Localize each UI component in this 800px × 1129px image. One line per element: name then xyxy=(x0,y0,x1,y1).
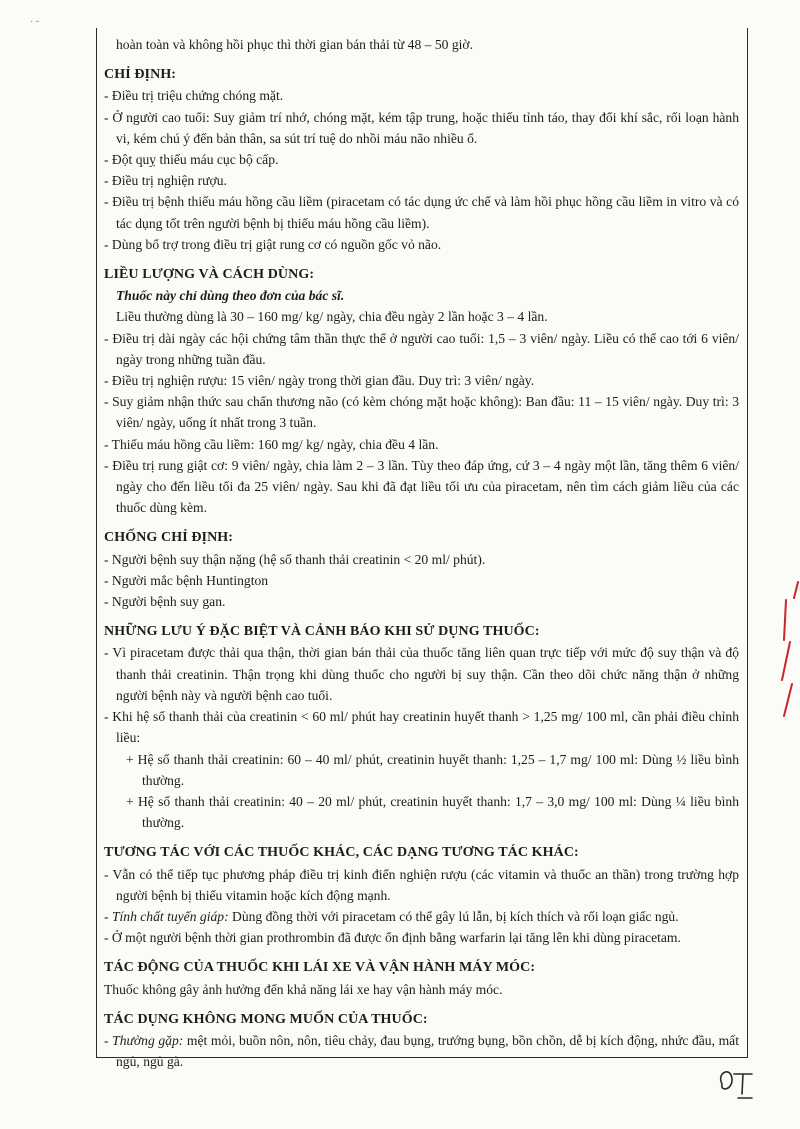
chong-chi-dinh-heading: CHỐNG CHỈ ĐỊNH: xyxy=(104,530,234,546)
document-page xyxy=(96,28,748,1070)
interaction-item: - Vẫn có thể tiếp tục phương pháp điều trị kinh điển nghiện rượu (các vitamin và thuốc an thần) trong trường hợp người bệnh bị thiếu vitamin hoặc kích động mạnh. xyxy=(104,866,739,903)
interaction-text: Dùng đồng thời với piracetam có thể gây lú lẫn, bị kích thích và rối loạn giấc ngủ. xyxy=(228,908,679,924)
contraindication-item: - Người bệnh suy thận nặng (hệ số thanh thải creatinin < 20 ml/ phút). xyxy=(104,551,486,567)
chi-dinh-item: - Điều trị bệnh thiếu máu hồng cầu liềm (piracetam có tác dụng ức chế và làm hồi phục hồng cầu liềm in vitro và có tác dụng tốt trên người bệnh bị thiếu máu hồng cầu liềm). xyxy=(104,194,739,231)
driving-text: Thuốc không gây ảnh hưởng đến khả năng lái xe hay vận hành máy móc. xyxy=(104,981,503,997)
warning-subitem: + Hệ số thanh thải creatinin: 60 – 40 ml/ phút, creatinin huyết thanh: 1,25 – 1,7 mg/ 100 ml: Dùng ½ liều bình thường. xyxy=(126,751,739,788)
dose-item: - Điều trị dài ngày các hội chứng tâm thần thực thể ở người cao tuổi: 1,5 – 3 viên/ ngày. Liều có thể cao tới 6 viên/ ngày trong những tuần đầu. xyxy=(104,330,739,367)
tac-dong-heading: TÁC ĐỘNG CỦA THUỐC KHI LÁI XE VÀ VẬN HÀNH MÁY MÓC: xyxy=(104,960,536,976)
red-stamp-mark xyxy=(780,580,800,720)
chi-dinh-item: - Điều trị nghiện rượu. xyxy=(104,173,227,189)
dose-item: - Suy giảm nhận thức sau chấn thương não (có kèm chóng mặt hoặc không): Ban đầu: 11 – 15 viên/ ngày. Duy trì: 3 viên/ ngày, uống ít nhất trong 3 tuần. xyxy=(104,394,739,431)
contraindication-item: - Người mắc bệnh Huntington xyxy=(104,572,269,588)
chi-dinh-item: - Đột quỵ thiếu máu cục bộ cấp. xyxy=(104,152,279,168)
dose-item: - Điều trị nghiện rượu: 15 viên/ ngày trong thời gian đầu. Duy trì: 3 viên/ ngày. xyxy=(104,373,535,389)
lieu-luong-heading: LIỀU LƯỢNG VÀ CÁCH DÙNG: xyxy=(104,267,315,283)
chi-dinh-item: - Dùng bổ trợ trong điều trị giật rung cơ có nguồn gốc vỏ não. xyxy=(104,236,442,252)
side-effects-text: mệt mỏi, buồn nôn, nôn, tiêu chảy, đau bụng, trướng bụng, bồn chồn, dễ bị kích động, nhức đầu, mất ngủ, ngủ gà. xyxy=(116,1032,739,1070)
chi-dinh-item: - Điều trị triệu chứng chóng mặt. xyxy=(104,88,284,104)
side-effects-heading: TÁC DỤNG KHÔNG MONG MUỐN CỦA THUỐC: xyxy=(104,1011,428,1027)
chi-dinh-heading: CHỈ ĐỊNH: xyxy=(104,67,177,83)
contraindication-item: - Người bệnh suy gan. xyxy=(104,594,226,610)
side-effects-item: - Thường gặp: mệt mỏi, buồn nôn, nôn, tiêu chảy, đau bụng, trướng bụng, bồn chồn, dễ bị kích động, nhức đầu, mất ngủ, ngủ gà. xyxy=(104,1032,739,1070)
interaction-label: Tính chất tuyến giáp: xyxy=(111,908,229,924)
dose-item: - Điều trị rung giật cơ: 9 viên/ ngày, chia làm 2 – 3 lần. Tùy theo đáp ứng, cứ 3 – 4 ngày một lần, tăng thêm 6 viên/ ngày cho đến liều tối đa 25 viên/ ngày. Sau khi đã đạt liều tối ưu của piracetam, nên tìm cách giảm liều của các thuốc dùng kèm. xyxy=(104,457,739,516)
side-effects-label: Thường gặp: xyxy=(112,1032,184,1048)
scan-mark: ˙ ˘ xyxy=(30,20,40,31)
chi-dinh-item: - Ở người cao tuổi: Suy giảm trí nhớ, chóng mặt, kém tập trung, hoặc thiếu tỉnh táo, thay đổi khí sắc, rối loạn hành vi, kém chú ý đến bản thân, sa sút trí tuệ do nhồi máu não nhiều ổ. xyxy=(104,109,739,146)
interaction-item: - Tính chất tuyến giáp: Dùng đồng thời với piracetam có thể gây lú lẫn, bị kích thích và rối loạn giấc ngủ. xyxy=(104,908,679,924)
dose-item: - Thiếu máu hồng cầu liềm: 160 mg/ kg/ ngày, chia đều 4 lần. xyxy=(104,436,439,452)
warning-item: - Vì piracetam được thải qua thận, thời gian bán thải của thuốc tăng liên quan trực tiếp với mức độ suy thận và độ thanh thải creatinin. Thận trọng khi dùng thuốc cho người bị suy thận. Cần theo dõi chức năng thận ở những người bệnh này và người bệnh cao tuổi. xyxy=(104,645,739,703)
warning-subitem: + Hệ số thanh thải creatinin: 40 – 20 ml/ phút, creatinin huyết thanh: 1,7 – 3,0 mg/ 100 ml: Dùng ¼ liều bình thường. xyxy=(126,793,739,831)
usual-dose: Liều thường dùng là 30 – 160 mg/ kg/ ngày, chia đều ngày 2 lần hoặc 3 – 4 lần. xyxy=(116,309,548,325)
warning-item: - Khi hệ số thanh thải của creatinin < 60 ml/ phút hay creatinin huyết thanh > 1,25 mg/ 100 ml, cần phải điều chỉnh liều: xyxy=(104,709,739,746)
interaction-item: - Ở một người bệnh thời gian prothrombin đã được ổn định bằng warfarin lại tăng lên khi dùng piracetam. xyxy=(104,930,681,946)
signature-mark xyxy=(712,1062,762,1102)
tuong-tac-heading: TƯƠNG TÁC VỚI CÁC THUỐC KHÁC, CÁC DẠNG TƯƠNG TÁC KHÁC: xyxy=(104,845,579,861)
prescription-note: Thuốc này chỉ dùng theo đơn của bác sĩ. xyxy=(116,288,345,304)
luu-y-heading: NHỮNG LƯU Ý ĐẶC BIỆT VÀ CẢNH BÁO KHI SỬ DỤNG THUỐC: xyxy=(104,624,540,640)
intro-text: hoàn toàn và không hồi phục thì thời gian bán thải từ 48 – 50 giờ. xyxy=(116,37,474,52)
